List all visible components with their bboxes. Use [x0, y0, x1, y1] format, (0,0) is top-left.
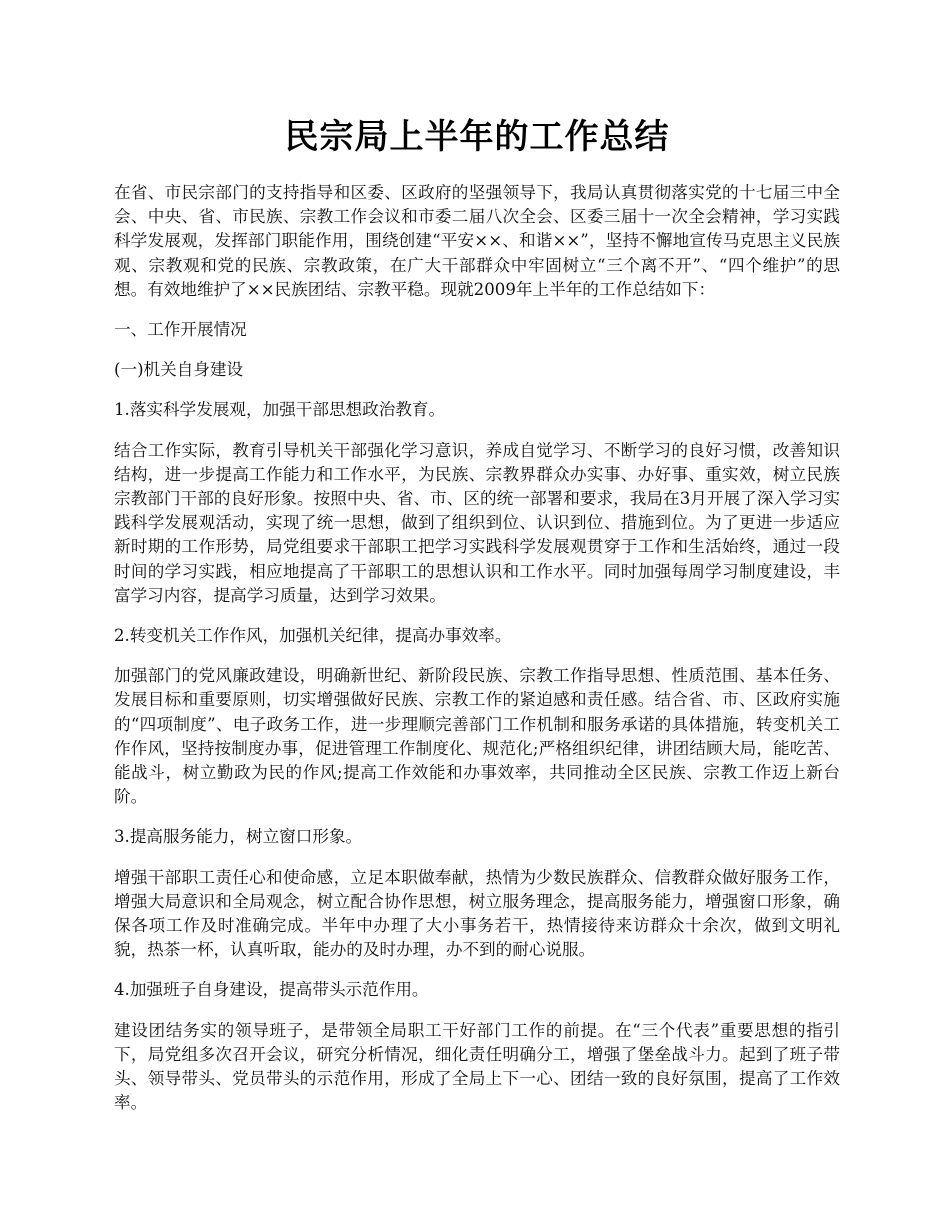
item-3-body: 增强干部职工责任心和使命感，立足本职做奉献，热情为少数民族群众、信教群众做好服务工作，增强大局意识和全局观念，树立配合协作思想，树立服务理念，提高服务能力，增强窗口形象，确保各项工作及时准确完成。半年中办理了大小事务若干，热情接待来访群众十余次，做到文明礼貌，热茶一杯，认真听取，能办的及时办理，办不到的耐心说服。 [114, 867, 840, 960]
item-1-heading: 1.落实科学发展观，加强干部思想政治教育。 [114, 400, 446, 420]
document-title: 民宗局上半年的工作总结 [284, 117, 670, 157]
item-2-body: 加强部门的党风廉政建设，明确新世纪、新阶段民族、宗教工作指导思想、性质范围、基本任务、发展目标和重要原则，切实增强做好民族、宗教工作的紧迫感和责任感。结合省、市、区政府实施的“四项制度”、电子政务工作，进一步理顺完善部门工作机制和服务承诺的具体措施，转变机关工作作风，坚持按制度办事，促进管理工作制度化、规范化;严格组织纪律，讲团结顾大局，能吃苦、能战斗，树立勤政为民的作风;提高工作效能和办事效率，共同推动全区民族、宗教工作迈上新台阶。 [114, 666, 840, 807]
item-4-heading: 4.加强班子自身建设，提高带头示范作用。 [114, 980, 429, 1000]
item-2-heading: 2.转变机关工作作风，加强机关纪律，提高办事效率。 [114, 626, 512, 646]
intro-paragraph: 在省、市民宗部门的支持指导和区委、区政府的坚强领导下，我局认真贯彻落实党的十七届三中全会、中央、省、市民族、宗教工作会议和市委二届八次全会、区委三届十一次全会精神，学习实践科学发展观，发挥部门职能作用，围绕创建“平安××、和谐××”，坚持不懈地宣传马克思主义民族观、宗教观和党的民族、宗教政策，在广大干部群众中牢固树立“三个离不开”、“四个维护”的思想。有效地维护了××民族团结、宗教平稳。现就2009年上半年的工作总结如下： [114, 183, 840, 299]
section-heading: 一、工作开展情况 [114, 320, 247, 340]
item-1-body: 结合工作实际，教育引导机关干部强化学习意识，养成自觉学习、不断学习的良好习惯，改善知识结构，进一步提高工作能力和工作水平，为民族、宗教界群众办实事、办好事、重实效，树立民族宗教部门干部的良好形象。按照中央、省、市、区的统一部署和要求，我局在3月开展了深入学习实践科学发展观活动，实现了统一思想，做到了组织到位、认识到位、措施到位。为了更进一步适应新时期的工作形势，局党组要求干部职工把学习实践科学发展观贯穿于工作和生活始终，通过一段时间的学习实践，相应地提高了干部职工的思想认识和工作水平。同时加强每周学习制度建设，丰富学习内容，提高学习质量，达到学习效果。 [114, 440, 840, 605]
subsection-heading: (一)机关自身建设 [114, 360, 244, 380]
document-page [114, 0, 840, 1116]
item-3-heading: 3.提高服务能力，树立窗口形象。 [114, 827, 363, 847]
item-4-body: 建设团结务实的领导班子，是带领全局职工干好部门工作的前提。在“三个代表”重要思想的指引下，局党组多次召开会议，研究分析情况，细化责任明确分工，增强了堡垒战斗力。起到了班子带头、领导带头、党员带头的示范作用，形成了全局上下一心、团结一致的良好氛围，提高了工作效率。 [114, 1020, 840, 1113]
